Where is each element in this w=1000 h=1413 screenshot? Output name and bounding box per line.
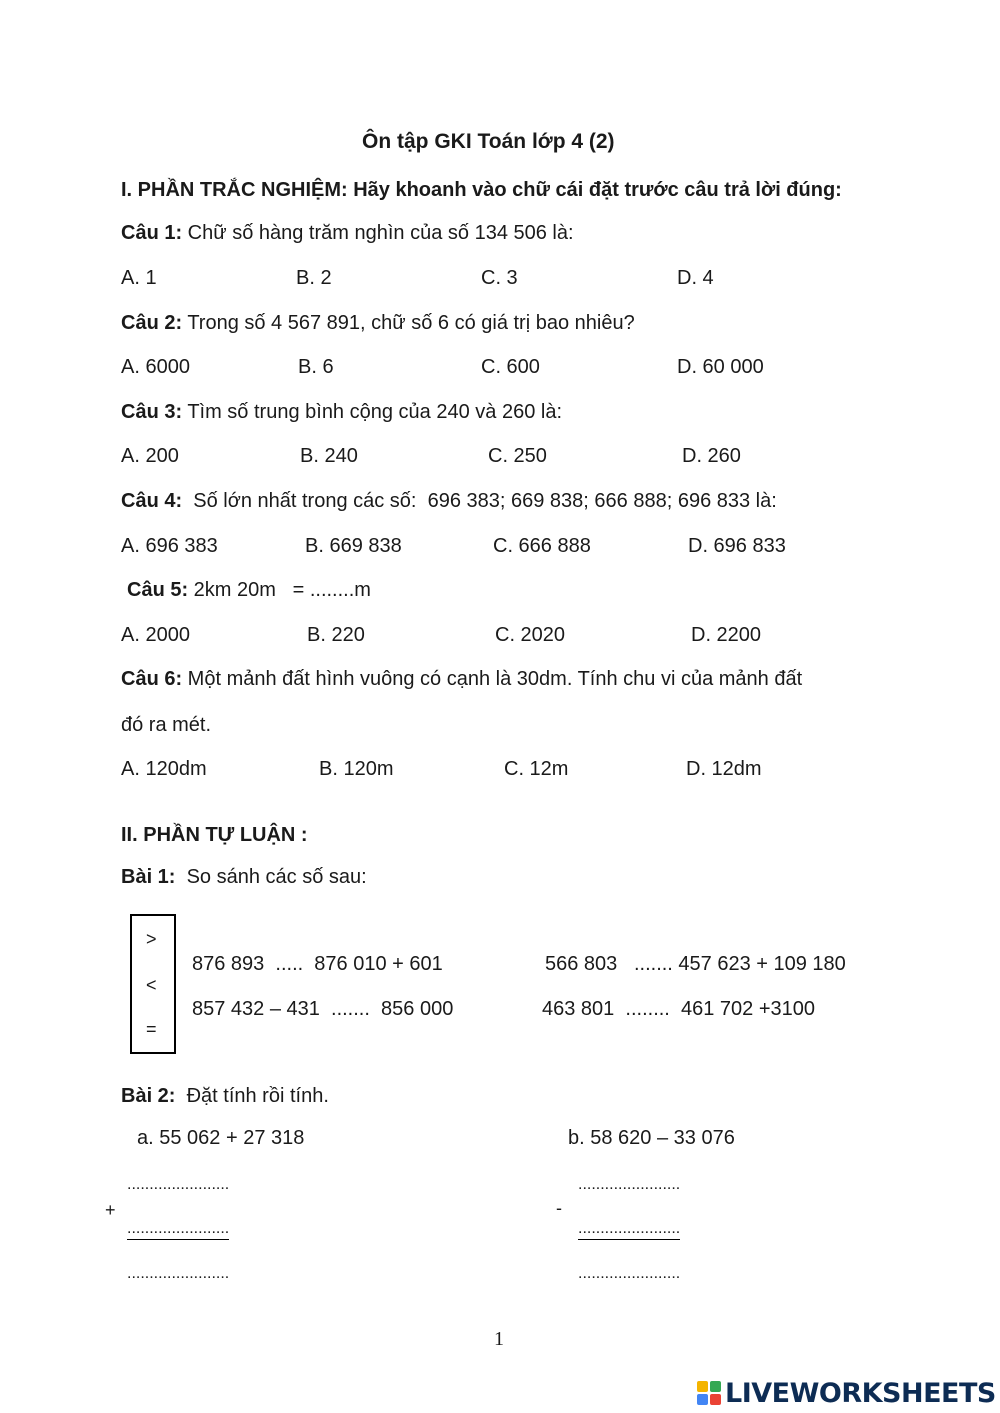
q6-option-c[interactable]: C. 12m [504,758,569,780]
q5-option-c[interactable]: C. 2020 [495,624,566,646]
question-label: Câu 4: [121,490,183,512]
q5-option-b[interactable]: B. 220 [307,624,365,646]
q1-option-a[interactable]: A. 1 [121,267,157,289]
exercise-1 [121,867,367,887]
greater-than-symbol: > [146,929,157,949]
q1-option-b[interactable]: B. 2 [296,267,332,289]
question-5 [127,580,371,600]
question-text: Chữ số hàng trăm nghìn của số 134 506 là: [182,222,574,244]
q4-option-c[interactable]: C. 666 888 [493,535,591,557]
q3-option-d[interactable]: D. 260 [682,445,741,467]
q2-option-d[interactable]: D. 60 000 [677,356,764,378]
q3-option-c[interactable]: C. 250 [488,445,547,467]
question-1 [121,223,574,243]
question-label: Câu 3: [121,401,183,423]
minus-operator: - [556,1198,562,1218]
logo-badge-icon [697,1381,721,1405]
answer-line-a1[interactable]: ....................... [127,1176,230,1193]
question-text: 2km 20m = ........m [188,579,371,601]
answer-line-a2[interactable]: ....................... [127,1221,229,1240]
q6-option-a[interactable]: A. 120dm [121,758,207,780]
answer-line-b2[interactable]: ....................... [578,1221,680,1240]
q2-option-a[interactable]: A. 6000 [121,356,190,378]
section-1-heading: I. PHẦN TRẮC NGHIỆM: Hãy khoanh vào chữ cái đặt trước câu trả lời đúng: [121,179,842,201]
q6-option-d[interactable]: D. 12dm [686,758,762,780]
comparison-2[interactable]: 566 803 ....... 457 623 + 109 180 [545,953,846,975]
page-title: Ôn tập GKI Toán lớp 4 (2) [362,130,615,153]
q2-option-b[interactable]: B. 6 [298,356,334,378]
q1-option-c[interactable]: C. 3 [481,267,518,289]
question-text: Tìm số trung bình cộng của 240 và 260 là: [182,401,562,423]
exercise-2b: b. 58 620 – 33 076 [568,1127,735,1149]
page-number: 1 [494,1328,504,1350]
question-label: Câu 5: [127,579,189,601]
q4-option-a[interactable]: A. 696 383 [121,535,218,557]
answer-line-b3[interactable]: ....................... [578,1265,681,1282]
logo-square-2 [710,1381,721,1392]
question-text: Một mảnh đất hình vuông có cạnh là 30dm. Tính chu vi của mảnh đất [182,668,803,690]
exercise-label: Bài 1: [121,866,176,888]
exercise-2 [121,1086,329,1106]
question-text: Trong số 4 567 891, chữ số 6 có giá trị bao nhiêu? [182,312,635,334]
q1-option-d[interactable]: D. 4 [677,267,714,289]
question-2 [121,313,635,333]
exercise-text: Đặt tính rồi tính. [175,1085,329,1107]
question-3 [121,402,562,422]
logo-square-1 [697,1381,708,1392]
exercise-label: Bài 2: [121,1085,176,1107]
q4-option-d[interactable]: D. 696 833 [688,535,786,557]
answer-line-a3[interactable]: ....................... [127,1265,230,1282]
comparison-3[interactable]: 857 432 – 431 ....... 856 000 [192,998,454,1020]
exercise-text: So sánh các số sau: [175,866,367,888]
logo-square-3 [697,1394,708,1405]
q3-option-b[interactable]: B. 240 [300,445,358,467]
logo-text: LIVEWORKSHEETS [725,1377,996,1409]
q6-option-b[interactable]: B. 120m [319,758,394,780]
question-label: Câu 6: [121,668,183,690]
question-6 [121,669,802,689]
q4-option-b[interactable]: B. 669 838 [305,535,402,557]
logo-square-4 [710,1394,721,1405]
question-text: Số lớn nhất trong các số: 696 383; 669 838; 666 888; 696 833 là: [182,490,777,512]
q2-option-c[interactable]: C. 600 [481,356,540,378]
q5-option-d[interactable]: D. 2200 [691,624,762,646]
question-6-continued: đó ra mét. [121,714,212,736]
q5-option-a[interactable]: A. 2000 [121,624,190,646]
plus-operator: + [105,1200,116,1220]
less-than-symbol: < [146,975,157,995]
question-label: Câu 2: [121,312,183,334]
liveworksheets-logo [697,1378,996,1408]
comparison-1[interactable]: 876 893 ..... 876 010 + 601 [192,953,443,975]
comparison-symbols-box [130,914,176,1054]
exercise-2a: a. 55 062 + 27 318 [137,1127,305,1149]
q3-option-a[interactable]: A. 200 [121,445,179,467]
section-2-heading: II. PHẦN TỰ LUẬN : [121,824,308,846]
question-4 [121,491,777,511]
comparison-4[interactable]: 463 801 ........ 461 702 +3100 [542,998,815,1020]
question-label: Câu 1: [121,222,183,244]
answer-line-b1[interactable]: ....................... [578,1176,681,1193]
equals-symbol: = [146,1019,157,1039]
